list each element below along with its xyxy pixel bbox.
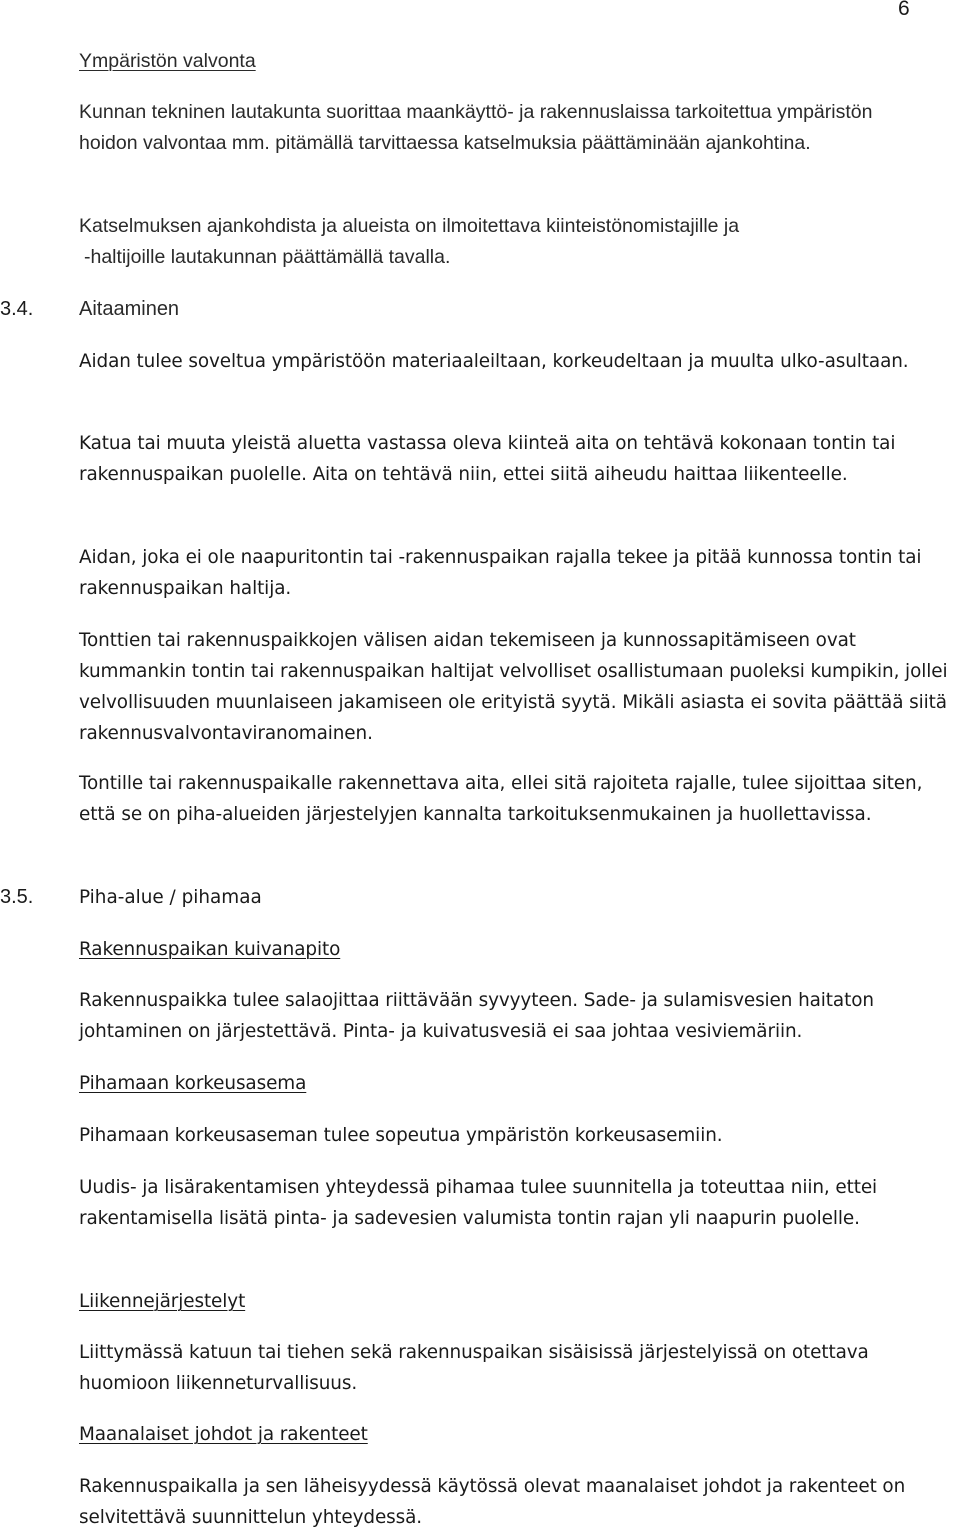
underground-heading: Maanalaiset johdot ja rakenteet bbox=[79, 1424, 368, 1445]
yard-level-heading: Pihamaan korkeusasema bbox=[79, 1073, 307, 1094]
fence-paragraph-1: Aidan tulee soveltua ympäristöön materiaaleiltaan, korkeudeltaan ja muulta ulko-asultaan. bbox=[79, 351, 909, 372]
section-3-4-title: Aitaaminen bbox=[79, 298, 180, 320]
environment-paragraph-2-line-1: Katselmuksen ajankohdista ja alueista on ilmoitettava kiinteistönomistajille ja bbox=[79, 215, 740, 237]
fence-paragraph-3: Aidan, joka ei ole naapuritontin tai -rakennuspaikan rajalla tekee ja pitää kunnossa tontin tai rakennuspaikan haltija. bbox=[79, 547, 922, 599]
yard-level-paragraph-1: Pihamaan korkeusaseman tulee sopeutua ympäristön korkeusasemiin. bbox=[79, 1125, 723, 1146]
traffic-heading: Liikennejärjestelyt bbox=[79, 1291, 246, 1312]
page-number: 6 bbox=[898, 0, 910, 20]
fence-paragraph-4: Tonttien tai rakennuspaikkojen välisen aidan tekemiseen ja kunnossapitämiseen ovat kummankin tontin tai rakennuspaikan haltijat velvolliset osallistumaan puoleksi kumpikin, jollei velvollisuuden muunlaiseen jakamiseen ole erityistä syytä. Mikäli asiasta ei sovita päättää siitä rakennusvalvontaviranomainen. bbox=[79, 630, 948, 744]
drainage-paragraph: Rakennuspaikka tulee salaojittaa riittävään syvyyteen. Sade- ja sulamisvesien haitaton johtaminen on järjestettävä. Pinta- ja kuivatusvesiä ei saa johtaa vesiviemäriin. bbox=[79, 990, 874, 1042]
section-3-4-number: 3.4. bbox=[0, 298, 34, 320]
traffic-paragraph: Liittymässä katuun tai tiehen sekä rakennuspaikan sisäisissä järjestelyissä on otettava huomioon liikenneturvallisuus. bbox=[79, 1342, 869, 1394]
section-3-5-title: Piha-alue / pihamaa bbox=[79, 887, 262, 908]
section-3-5-number: 3.5. bbox=[0, 886, 34, 908]
underground-paragraph: Rakennuspaikalla ja sen läheisyydessä käytössä olevat maanalaiset johdot ja rakenteet on selvitettävä suunnittelun yhteydessä. bbox=[79, 1476, 906, 1528]
yard-level-paragraph-2: Uudis- ja lisärakentamisen yhteydessä pihamaa tulee suunnitella ja toteuttaa niin, ettei rakentamisella lisätä pinta- ja sadevesien valumista tontin rajan yli naapurin puolelle. bbox=[79, 1177, 878, 1229]
fence-paragraph-2: Katua tai muuta yleistä aluetta vastassa oleva kiinteä aita on tehtävä kokonaan tontin tai rakennuspaikan puolelle. Aita on tehtävä niin, ettei siitä aiheudu haittaa liikenteelle. bbox=[79, 433, 896, 485]
fence-paragraph-5: Tontille tai rakennuspaikalle rakennettava aita, ellei sitä rajoiteta rajalle, tulee sijoittaa siten, että se on piha-alueiden järjestelyjen kannalta tarkoituksenmukainen ja huollettavissa. bbox=[79, 773, 923, 825]
environment-paragraph-2-line-2: -haltijoille lautakunnan päättämällä tavalla. bbox=[84, 246, 451, 268]
environment-paragraph-1: Kunnan tekninen lautakunta suorittaa maankäyttö- ja rakennuslaissa tarkoitettua ympäristön hoidon valvontaa mm. pitämällä tarvittaessa katselmuksia päättäminään ajankohtina. bbox=[79, 101, 873, 154]
environment-heading: Ympäristön valvonta bbox=[79, 50, 256, 72]
drainage-heading: Rakennuspaikan kuivanapito bbox=[79, 939, 341, 960]
